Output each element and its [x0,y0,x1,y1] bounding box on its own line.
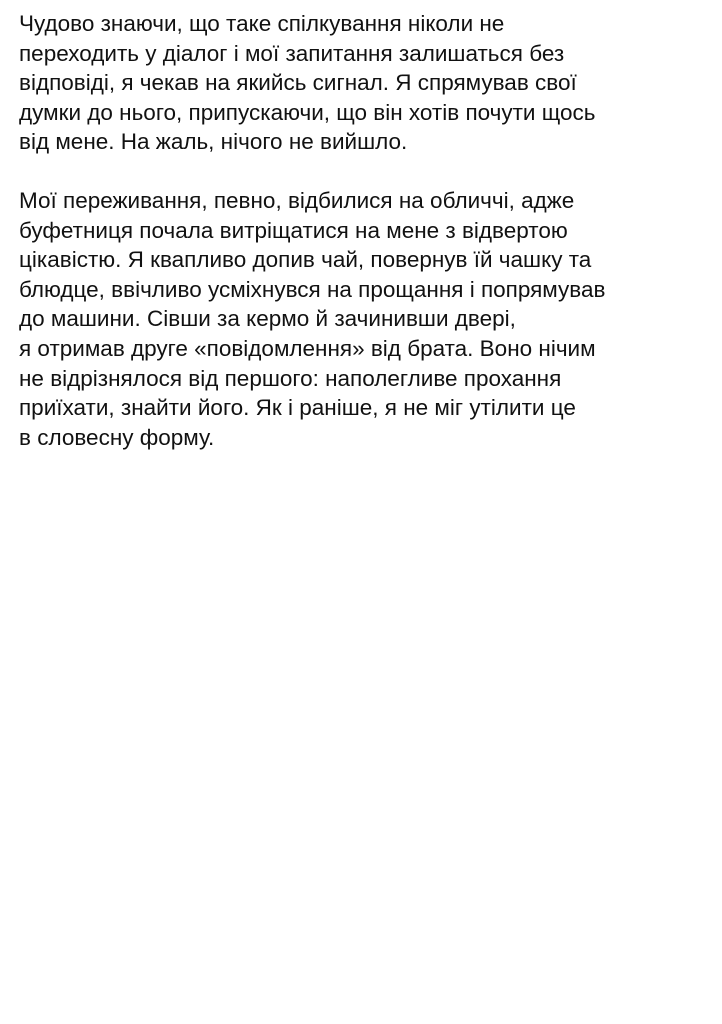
text-line: блюдце, ввічливо усміхнувся на прощання і попрямував [19,276,606,302]
text-line: думки до нього, припускаючи, що він хотів почути щось [19,99,596,125]
paragraph-1 [19,9,722,157]
text-line: не відрізнялося від першого: наполегливе прохання [19,365,562,391]
text-line: я отримав друге «повідомлення» від брата. Воно нічим [19,335,596,361]
text-line: від мене. На жаль, нічого не вийшло. [19,129,408,155]
text-line: до машини. Сівши за кермо й зачинивши двері, [19,306,516,332]
text-line: буфетниця почала витріщатися на мене з відвертою [19,217,568,243]
text-line: в словесну форму. [19,424,215,450]
paragraph-2 [19,186,722,452]
text-line: переходить у діалог і мої запитання залишаться без [19,40,565,66]
text-body [19,9,722,452]
text-line: приїхати, знайти його. Як і раніше, я не міг утілити це [19,395,576,421]
text-line: Чудово знаючи, що таке спілкування ніколи не [19,11,505,36]
text-line: цікавістю. Я квапливо допив чай, повернув їй чашку та [19,247,592,273]
text-line: Мої переживання, певно, відбилися на обличчі, адже [19,187,575,213]
text-line: відповіді, я чекав на якийсь сигнал. Я спрямував свої [19,70,577,96]
